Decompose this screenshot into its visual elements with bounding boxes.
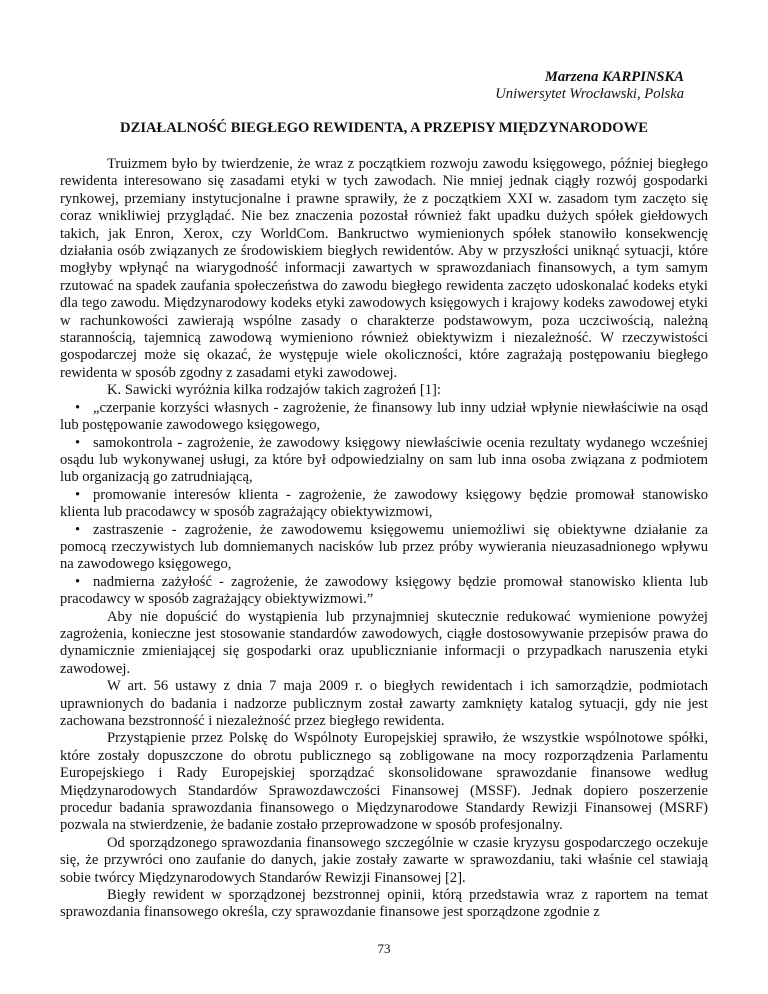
bullet-icon: • [75,521,81,538]
paragraph: K. Sawicki wyróżnia kilka rodzajów takich zagrożeń [1]: [107,382,441,399]
bullet-icon: • [75,434,81,451]
bullet-icon: • [75,399,81,416]
article-body [60,156,708,922]
bullet-item [60,487,708,522]
bullet-item [60,574,708,609]
paragraph: Biegły rewident w sporządzonej bezstronnej opinii, którą przedstawia wraz z raportem na temat sprawozdania finansowego określa, czy sprawozdanie finansowe jest sporządzone zgodnie z [60,887,708,921]
paragraph: Od sporządzonego sprawozdania finansowego szczególnie w czasie kryzysu gospodarczego oczekuje się, że przywróci ono zaufanie do danych, jakie zostały zawarte w sprawozdaniu, taki właśnie cel stawiają sobie twórcy Międzynarodowych Standarów Rewizji Finansowej [2]. [60,834,708,886]
author-affiliation: Uniwersytet Wrocławski, Polska [495,86,684,103]
bullet-icon: • [75,573,81,590]
bullet-item [60,435,708,487]
page-number: 73 [377,941,391,956]
author-block [495,69,684,104]
author-name: Marzena KARPINSKA [544,69,684,85]
article-title: DZIAŁALNOŚĆ BIEGŁEGO REWIDENTA, A PRZEPISY MIĘDZYNARODOWE [120,120,648,136]
paragraph: Aby nie dopuścić do wystąpienia lub przynajmniej skutecznie redukować wymienione powyżej zagrożenia, konieczne jest stosowanie standardów zawodowych, ciągłe dostosowywanie przepisów prawa do dynamicznie zmieniającej się gospodarki oraz upublicznianie informacji o przypadkach naruszenia etyki zawodowej. [60,608,708,677]
paragraph: Truizmem było by twierdzenie, że wraz z początkiem rozwoju zawodu księgowego, później biegłego rewidenta interesowano się zasadami etyki w tych zawodach. Nie mniej jednak ciągły rozwój gospodarki rynkowej, przemiany instytucjonalne i prawne sprawiły, że z początkiem XXI w. zasadom tym zaczęto się coraz wnikliwiej przyglądać. Nie bez znaczenia pozostał również fakt upadku dużych spółek giełdowych takich, jak Enron, Xerox, czy WorldCom. Bankructwo wymienionych spółek stanowiło konsekwencję działania osób związanych ze środowiskiem biegłych rewidentów. Aby w przyszłości uniknąć sytuacji, które mogłyby wpłynąć na wiarygodność informacji zawartych w sprawozdaniach finansowych, a tym samym rzutować na spadek zaufania społeczeństwa do zawodu biegłego rewidenta zaczęto udoskonalać kodeks etyki dla tego zawodu. Międzynarodowy kodeks etyki zawodowych księgowych i krajowy kodeks zawodowej etyki w rachunkowości zawierają wspólne zasady o charakterze podstawowym, poza uczciwością, należną starannością, tajemnicą zawodową wymieniono również obiektywizm i niezależność. W rzeczywistości gospodarczej może się okazać, że występuje wiele okoliczności, które zagrażają postępowaniu biegłego rewidenta w sposób zgodny z zasadami etyki zawodowej. [60,156,708,381]
paragraph: W art. 56 ustawy z dnia 7 maja 2009 r. o biegłych rewidentach i ich samorządzie, podmiotach uprawnionych do badania i nadzorze publicznym został zawarty zamknięty katalog sytuacji, gdy nie jest zachowana bezstronność i niezależność przez biegłego rewidenta. [60,678,708,729]
bullet-text: nadmierna zażyłość - zagrożenie, że zawodowy księgowy będzie promował stanowisko klienta lub pracodawcy w sposób zagrażający obiektywizmowi.” [60,573,708,608]
bullet-text: samokontrola - zagrożenie, że zawodowy księgowy niewłaściwie ocenia rezultaty wydanego wcześniej osądu lub wykonywanej usługi, za które był odpowiedzialny on sam lub inna osoba związana z podmiotem lub organizacją go zatrudniającą, [60,434,708,486]
bullet-icon: • [75,486,81,503]
bullet-text: zastraszenie - zagrożenie, że zawodowemu księgowemu uniemożliwi się obiektywne działanie za pomocą rzeczywistych lub domniemanych nacisków lub przez próby wywierania nieuzasadnionego wpływu na zawodowego księgowego, [60,521,708,573]
bullet-item [60,522,708,574]
bullet-item [60,400,708,435]
bullet-text: promowanie interesów klienta - zagrożenie, że zawodowy księgowy będzie promował stanowisko klienta lub pracodawcy w sposób zagrażający obiektywizmowi, [60,486,708,521]
paragraph: Przystąpienie przez Polskę do Wspólnoty Europejskiej sprawiło, że wszystkie wspólnotowe spółki, które zostały dopuszczone do obrotu publicznego są zobligowane na mocy rozporządzenia Parlamentu Europejskiego i Rady Europejskiej sporządzać skonsolidowane sprawozdanie finansowe według Międzynarodowych Standardów Sprawozdawczości Finansowej (MSSF). Jednak dopiero poszerzenie procedur badania sprawozdania finansowego o Międzynarodowe Standardy Rewizji Finansowej (MSRF) pozwala na stwierdzenie, że badanie zostało przeprowadzone w sposób profesjonalny. [60,730,708,834]
bullet-text: „czerpanie korzyści własnych - zagrożenie, że finansowy lub inny udział wpłynie niewłaściwie na osąd lub postępowanie zawodowego księgowego, [60,399,708,434]
